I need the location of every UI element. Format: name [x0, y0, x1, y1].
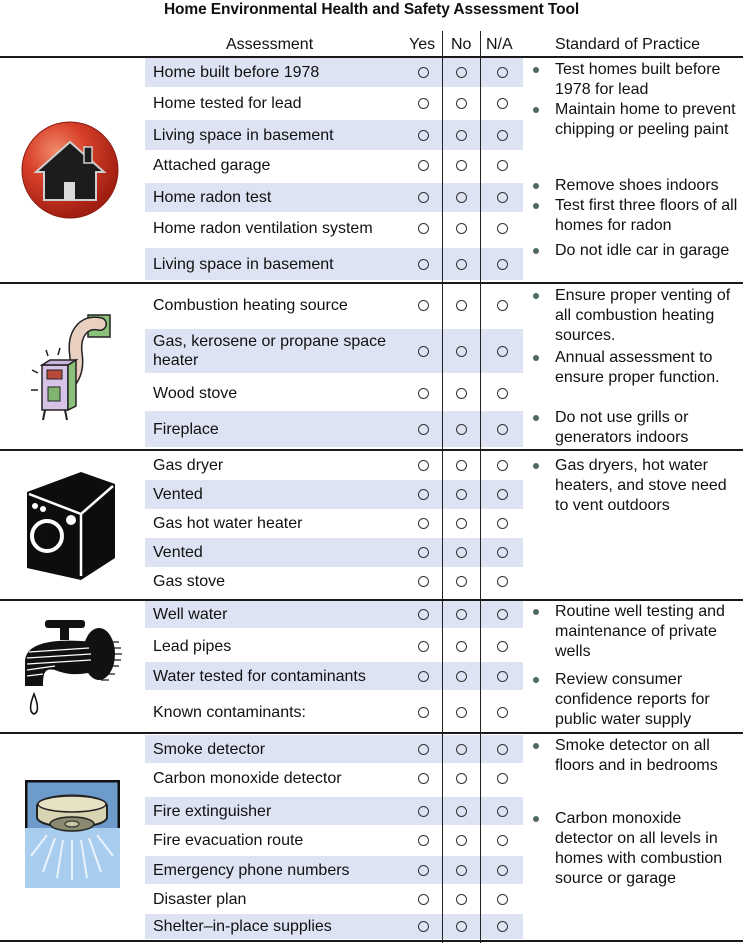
no-radio[interactable]	[456, 894, 467, 905]
na-radio[interactable]	[497, 130, 508, 141]
column-divider-no-na	[480, 31, 481, 943]
table-row	[145, 764, 523, 793]
no-radio[interactable]	[456, 67, 467, 78]
table-row	[145, 885, 523, 913]
table-row	[145, 480, 523, 509]
na-cell	[481, 600, 523, 628]
no-radio[interactable]	[456, 192, 467, 203]
header-divider	[0, 56, 743, 58]
standard-text-wrapper	[530, 286, 740, 346]
yes-radio[interactable]	[418, 460, 429, 471]
yes-radio[interactable]	[418, 806, 429, 817]
bullet-icon	[533, 183, 539, 189]
no-cell	[443, 856, 480, 884]
standard-text: Do not use grills or generators indoors	[555, 409, 689, 446]
no-cell	[443, 797, 480, 825]
smoke-detector-icon	[25, 780, 120, 888]
yes-cell	[405, 600, 442, 628]
assessment-label: Attached garage	[153, 156, 271, 174]
header-yes: Yes	[409, 36, 436, 53]
yes-cell	[405, 914, 442, 939]
standard-of-practice-item	[530, 100, 740, 140]
yes-radio[interactable]	[418, 259, 429, 270]
yes-radio[interactable]	[418, 192, 429, 203]
no-radio[interactable]	[456, 641, 467, 652]
yes-cell	[405, 120, 442, 150]
washing-machine-icon	[25, 470, 117, 582]
no-cell	[443, 764, 480, 793]
na-radio[interactable]	[497, 424, 508, 435]
yes-cell	[405, 151, 442, 179]
table-row	[145, 88, 523, 118]
standard-text-wrapper	[530, 602, 740, 662]
assessment-label: Home radon test	[145, 183, 405, 212]
table-row	[145, 797, 523, 825]
na-radio[interactable]	[497, 576, 508, 587]
na-radio[interactable]	[497, 806, 508, 817]
table-row	[145, 377, 523, 409]
standard-text-wrapper	[530, 456, 740, 516]
yes-cell	[405, 662, 442, 690]
yes-radio[interactable]	[418, 707, 429, 718]
standard-text: Test first three floors of all homes for radon	[555, 197, 738, 234]
yes-cell	[405, 377, 442, 409]
na-cell	[481, 248, 523, 280]
header-na: N/A	[486, 36, 513, 53]
standard-of-practice-item	[530, 602, 740, 662]
assessment-label: Fire extinguisher	[145, 797, 405, 825]
assessment-label: Well water	[145, 600, 405, 628]
bullet-icon	[533, 415, 539, 421]
no-radio[interactable]	[456, 346, 467, 357]
na-cell	[481, 377, 523, 409]
no-cell	[443, 213, 480, 244]
no-radio[interactable]	[456, 744, 467, 755]
na-radio[interactable]	[497, 921, 508, 932]
standard-of-practice-item	[530, 60, 740, 100]
assessment-label: Home radon ventilation system	[153, 220, 373, 237]
no-cell	[443, 480, 480, 509]
yes-radio[interactable]	[418, 576, 429, 587]
standard-text: Routine well testing and maintenance of private wells	[555, 603, 725, 660]
assessment-label: Vented	[145, 538, 405, 567]
yes-cell	[405, 480, 442, 509]
na-cell	[481, 567, 523, 596]
standard-text: Smoke detector on all floors and in bedrooms	[555, 737, 718, 774]
no-cell	[443, 885, 480, 913]
header-no: No	[451, 36, 472, 53]
faucet-icon	[15, 612, 125, 727]
no-cell	[443, 329, 480, 373]
yes-cell	[405, 213, 442, 244]
yes-radio[interactable]	[418, 773, 429, 784]
yes-radio[interactable]	[418, 424, 429, 435]
no-radio[interactable]	[456, 609, 467, 620]
assessment-label: Fire evacuation route	[153, 831, 304, 849]
na-radio[interactable]	[497, 744, 508, 755]
yes-radio[interactable]	[418, 609, 429, 620]
yes-radio[interactable]	[418, 547, 429, 558]
yes-radio[interactable]	[418, 865, 429, 876]
na-radio[interactable]	[497, 773, 508, 784]
assessment-label: Gas hot water heater	[153, 514, 303, 532]
no-cell	[443, 248, 480, 280]
table-row	[145, 57, 523, 87]
yes-radio[interactable]	[418, 921, 429, 932]
yes-radio[interactable]	[418, 518, 429, 529]
table-bottom-border	[0, 940, 743, 942]
table-row	[145, 856, 523, 884]
no-radio[interactable]	[456, 98, 467, 109]
no-cell	[443, 826, 480, 854]
standard-text: Ensure proper venting of all combustion heating sources.	[555, 287, 731, 344]
table-row	[145, 693, 523, 731]
standard-text: Remove shoes indoors	[555, 177, 719, 194]
table-row	[145, 183, 523, 212]
no-radio[interactable]	[456, 130, 467, 141]
bullet-icon	[533, 67, 539, 73]
na-radio[interactable]	[497, 67, 508, 78]
table-row	[145, 630, 523, 662]
na-radio[interactable]	[497, 641, 508, 652]
table-row	[145, 567, 523, 596]
no-cell	[443, 600, 480, 628]
na-radio[interactable]	[497, 671, 508, 682]
standard-of-practice-item	[530, 196, 740, 236]
standard-of-practice-item	[530, 736, 740, 776]
assessment-label: Home built before 1978	[145, 57, 405, 87]
na-cell	[481, 693, 523, 731]
yes-radio[interactable]	[418, 835, 429, 846]
yes-cell	[405, 630, 442, 662]
assessment-label: Shelter–in-place supplies	[145, 914, 405, 939]
yes-radio[interactable]	[418, 130, 429, 141]
no-cell	[443, 509, 480, 537]
assessment-label: Living space in basement	[145, 248, 405, 280]
assessment-label: Gas, kerosene or propane space heater	[145, 329, 405, 373]
no-radio[interactable]	[456, 806, 467, 817]
standard-of-practice-item	[530, 348, 740, 388]
assessment-label: Wood stove	[153, 384, 238, 402]
assessment-label: Gas stove	[153, 573, 226, 590]
na-radio[interactable]	[497, 223, 508, 234]
yes-radio[interactable]	[418, 671, 429, 682]
header-assessment: Assessment	[226, 36, 314, 53]
standard-text-wrapper	[530, 670, 740, 730]
no-cell	[443, 538, 480, 567]
yes-cell	[405, 693, 442, 731]
na-radio[interactable]	[497, 547, 508, 558]
na-radio[interactable]	[497, 192, 508, 203]
table-row	[145, 735, 523, 763]
no-radio[interactable]	[456, 835, 467, 846]
no-cell	[443, 411, 480, 447]
yes-radio[interactable]	[418, 223, 429, 234]
table-row	[145, 600, 523, 628]
yes-cell	[405, 826, 442, 854]
section-divider	[0, 449, 743, 451]
table-row	[145, 826, 523, 854]
table-row	[145, 289, 523, 322]
na-radio[interactable]	[497, 707, 508, 718]
assessment-label: Emergency phone numbers	[145, 856, 405, 884]
na-cell	[481, 826, 523, 854]
yes-radio[interactable]	[418, 489, 429, 500]
assessment-label: Water tested for contaminants	[145, 662, 405, 690]
assessment-label: Gas dryer	[153, 457, 224, 474]
no-cell	[443, 914, 480, 939]
table-row	[145, 662, 523, 690]
section-divider	[0, 282, 743, 284]
yes-radio[interactable]	[418, 744, 429, 755]
yes-radio[interactable]	[418, 641, 429, 652]
no-radio[interactable]	[456, 547, 467, 558]
na-cell	[481, 885, 523, 913]
no-radio[interactable]	[456, 671, 467, 682]
yes-cell	[405, 764, 442, 793]
table-row	[145, 329, 523, 373]
na-cell	[481, 630, 523, 662]
section-divider	[0, 732, 743, 734]
bullet-icon	[533, 107, 539, 113]
standard-text-wrapper	[530, 241, 740, 261]
yes-cell	[405, 797, 442, 825]
assessment-label: Disaster plan	[153, 890, 247, 908]
no-cell	[443, 662, 480, 690]
standard-of-practice-item	[530, 286, 740, 346]
yes-cell	[405, 183, 442, 212]
na-cell	[481, 57, 523, 87]
bullet-icon	[533, 203, 539, 209]
assessment-label: Home tested for lead	[153, 94, 302, 112]
no-cell	[443, 693, 480, 731]
assessment-label: Fireplace	[145, 411, 405, 447]
yes-radio[interactable]	[418, 388, 429, 399]
na-cell	[481, 538, 523, 567]
na-cell	[481, 735, 523, 763]
header-standard: Standard of Practice	[555, 36, 700, 53]
na-radio[interactable]	[497, 894, 508, 905]
table-row	[145, 151, 523, 179]
standard-text: Test homes built before 1978 for lead	[555, 61, 721, 98]
standard-text: Carbon monoxide detector on all levels in homes with combustion source or garage	[555, 810, 723, 887]
yes-cell	[405, 538, 442, 567]
na-radio[interactable]	[497, 518, 508, 529]
na-cell	[481, 797, 523, 825]
stove-heater-icon	[28, 310, 118, 425]
na-cell	[481, 662, 523, 690]
assessment-label: Known contaminants:	[153, 703, 306, 721]
no-cell	[443, 289, 480, 322]
no-radio[interactable]	[456, 160, 467, 171]
no-radio[interactable]	[456, 865, 467, 876]
yes-radio[interactable]	[418, 67, 429, 78]
assessment-label: Carbon monoxide detector	[153, 770, 342, 787]
bullet-icon	[533, 677, 539, 683]
no-radio[interactable]	[456, 921, 467, 932]
na-cell	[481, 289, 523, 322]
assessment-label: Smoke detector	[145, 735, 405, 763]
page-title: Home Environmental Health and Safety Assessment Tool	[163, 1, 580, 18]
section-divider	[0, 599, 743, 601]
yes-cell	[405, 452, 442, 479]
yes-radio[interactable]	[418, 160, 429, 171]
yes-cell	[405, 509, 442, 537]
assessment-label: Lead pipes	[153, 637, 232, 655]
assessment-label: Vented	[145, 480, 405, 509]
assessment-label: Living space in basement	[145, 120, 405, 150]
standard-text: Do not idle car in garage	[555, 242, 730, 259]
bullet-icon	[533, 609, 539, 615]
na-cell	[481, 120, 523, 150]
standard-of-practice-item	[530, 408, 740, 448]
yes-radio[interactable]	[418, 346, 429, 357]
na-radio[interactable]	[497, 388, 508, 399]
no-radio[interactable]	[456, 388, 467, 399]
standard-of-practice-item	[530, 456, 740, 516]
na-radio[interactable]	[497, 489, 508, 500]
yes-cell	[405, 289, 442, 322]
bullet-icon	[533, 293, 539, 299]
no-radio[interactable]	[456, 576, 467, 587]
standard-text-wrapper	[530, 408, 740, 448]
standard-text-wrapper	[530, 736, 740, 776]
yes-cell	[405, 856, 442, 884]
standard-text-wrapper	[530, 176, 740, 196]
no-radio[interactable]	[456, 707, 467, 718]
na-radio[interactable]	[497, 160, 508, 171]
yes-cell	[405, 329, 442, 373]
standard-text: Maintain home to prevent chipping or peeling paint	[555, 101, 736, 138]
table-row	[145, 538, 523, 567]
na-cell	[481, 856, 523, 884]
standard-of-practice-item	[530, 809, 740, 889]
yes-cell	[405, 735, 442, 763]
na-cell	[481, 480, 523, 509]
na-radio[interactable]	[497, 259, 508, 270]
na-radio[interactable]	[497, 300, 508, 311]
bullet-icon	[533, 743, 539, 749]
yes-cell	[405, 567, 442, 596]
no-radio[interactable]	[456, 518, 467, 529]
yes-cell	[405, 88, 442, 118]
standard-text: Annual assessment to ensure proper function.	[555, 349, 720, 386]
na-cell	[481, 213, 523, 244]
table-row	[145, 411, 523, 447]
no-radio[interactable]	[456, 300, 467, 311]
no-cell	[443, 151, 480, 179]
no-radio[interactable]	[456, 489, 467, 500]
na-radio[interactable]	[497, 835, 508, 846]
no-cell	[443, 567, 480, 596]
na-cell	[481, 764, 523, 793]
table-row	[145, 213, 523, 244]
standard-text-wrapper	[530, 60, 740, 100]
standard-of-practice-item	[530, 241, 740, 261]
table-row	[145, 120, 523, 150]
bullet-icon	[533, 816, 539, 822]
no-radio[interactable]	[456, 460, 467, 471]
table-row	[145, 452, 523, 479]
standard-text-wrapper	[530, 100, 740, 140]
no-cell	[443, 630, 480, 662]
na-cell	[481, 183, 523, 212]
no-cell	[443, 735, 480, 763]
na-cell	[481, 329, 523, 373]
na-radio[interactable]	[497, 865, 508, 876]
standard-of-practice-item	[530, 176, 740, 196]
standard-text: Review consumer confidence reports for public water supply	[555, 671, 710, 728]
na-cell	[481, 88, 523, 118]
standard-text-wrapper	[530, 348, 740, 388]
yes-cell	[405, 411, 442, 447]
assessment-label: Combustion heating source	[153, 297, 348, 314]
bullet-icon	[533, 355, 539, 361]
no-cell	[443, 88, 480, 118]
yes-radio[interactable]	[418, 98, 429, 109]
na-cell	[481, 914, 523, 939]
na-radio[interactable]	[497, 460, 508, 471]
table-row	[145, 914, 523, 939]
yes-cell	[405, 885, 442, 913]
column-divider-yes-no	[442, 31, 443, 943]
house-icon	[20, 120, 120, 220]
no-cell	[443, 452, 480, 479]
na-radio[interactable]	[497, 98, 508, 109]
yes-cell	[405, 57, 442, 87]
bullet-icon	[533, 463, 539, 469]
yes-radio[interactable]	[418, 894, 429, 905]
standard-text-wrapper	[530, 809, 740, 889]
table-row	[145, 248, 523, 280]
yes-radio[interactable]	[418, 300, 429, 311]
na-radio[interactable]	[497, 346, 508, 357]
na-cell	[481, 151, 523, 179]
no-cell	[443, 183, 480, 212]
standard-text: Gas dryers, hot water heaters, and stove need to vent outdoors	[555, 457, 727, 514]
standard-of-practice-item	[530, 670, 740, 730]
no-cell	[443, 120, 480, 150]
standard-text-wrapper	[530, 196, 740, 236]
na-radio[interactable]	[497, 609, 508, 620]
yes-cell	[405, 248, 442, 280]
bullet-icon	[533, 248, 539, 254]
no-cell	[443, 57, 480, 87]
na-cell	[481, 452, 523, 479]
no-cell	[443, 377, 480, 409]
na-cell	[481, 509, 523, 537]
na-cell	[481, 411, 523, 447]
table-row	[145, 509, 523, 537]
no-radio[interactable]	[456, 424, 467, 435]
no-radio[interactable]	[456, 773, 467, 784]
no-radio[interactable]	[456, 223, 467, 234]
no-radio[interactable]	[456, 259, 467, 270]
